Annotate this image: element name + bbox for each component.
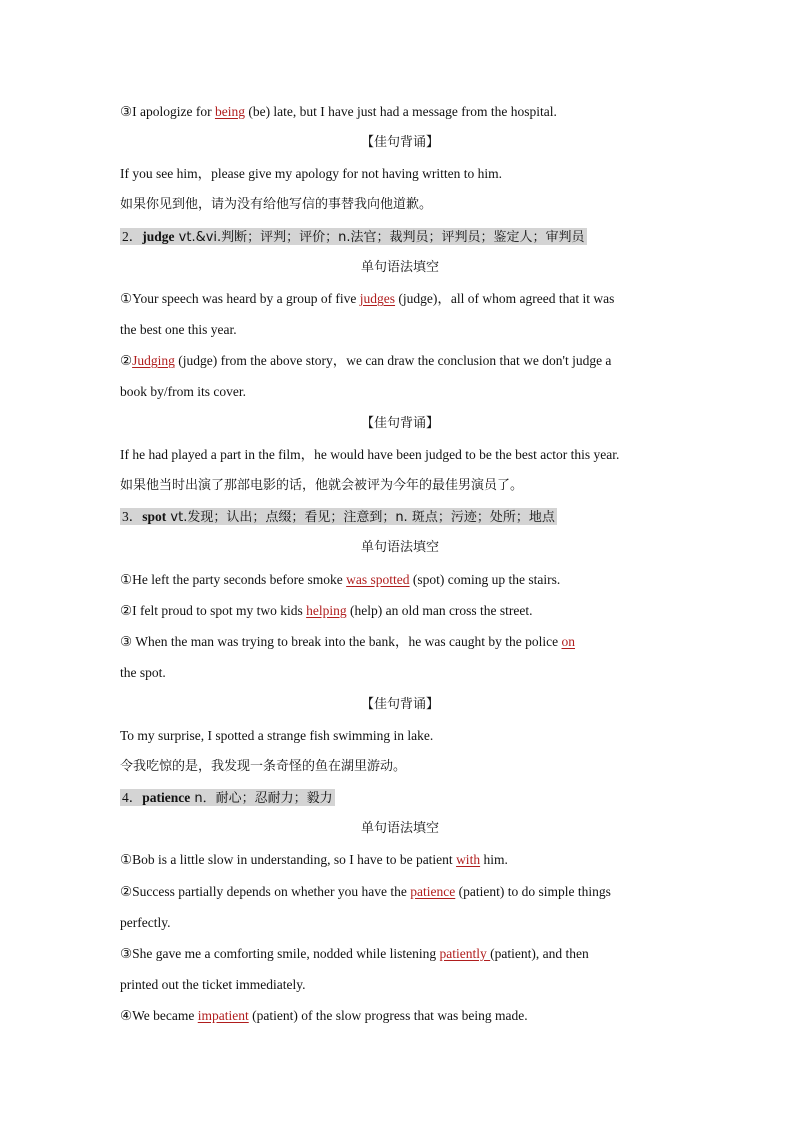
recite-heading: 【佳句背诵】 (360, 697, 439, 712)
question-text: ③I apologize for (120, 104, 215, 119)
answer-blank: on (561, 634, 575, 649)
question-text: (patient) to do simple things (455, 884, 611, 899)
answer-blank: helping (306, 603, 347, 618)
grammar-heading: 单句语法填空 (360, 260, 439, 275)
answer-blank: patience (410, 884, 456, 899)
recite-sentence-cn: 如果他当时出演了那部电影的话，他就会被评为今年的最佳男演员了。 (120, 478, 524, 493)
exercise-patience-q4 (120, 1006, 680, 1026)
question-text: ④We became (120, 1008, 198, 1023)
exercise-patience-q2 (120, 882, 680, 902)
vocab-header-spot (120, 507, 680, 528)
exercise-patience-q3 (120, 944, 680, 964)
exercise-patience-q2-cont: perfectly. (120, 915, 171, 930)
answer-blank: Judging (132, 353, 175, 368)
vocab-header-patience (120, 788, 680, 809)
question-text: ①Your speech was heard by a group of five (120, 291, 360, 306)
question-text: ①Bob is a little slow in understanding, so I have to be patient (120, 852, 457, 867)
grammar-heading: 单句语法填空 (360, 540, 439, 555)
item-number: 3． (122, 509, 143, 524)
question-text: him. (480, 852, 508, 867)
vocab-word: judge (142, 229, 175, 244)
question-text: ②I felt proud to spot my two kids (120, 603, 307, 618)
question-text: ①He left the party seconds before smoke (120, 572, 347, 587)
answer-blank: being (214, 104, 245, 119)
question-text: (be) late, but I have just had a message from the hospital. (244, 104, 557, 119)
exercise-spot-q1 (120, 570, 680, 590)
exercise-judge-q2-cont: book by/from its cover. (120, 384, 246, 399)
exercise-spot-q3 (120, 632, 680, 652)
exercise-patience-q3-cont: printed out the ticket immediately. (120, 977, 306, 992)
recite-heading: 【佳句背诵】 (360, 416, 439, 431)
item-number: 4． (122, 790, 143, 805)
exercise-spot-q3-cont: the spot. (120, 665, 166, 680)
exercise-be-q3 (120, 102, 680, 122)
answer-blank: with (456, 852, 481, 867)
question-text: (help) an old man cross the street. (346, 603, 533, 618)
vocab-word: spot (142, 509, 167, 524)
exercise-judge-q1-cont: the best one this year. (120, 322, 237, 337)
question-text: (patient), and then (490, 946, 589, 961)
question-text: ② (120, 353, 133, 368)
answer-blank: was spotted (346, 572, 410, 587)
recite-sentence-en: To my surprise, I spotted a strange fish swimming in lake. (120, 728, 434, 743)
vocab-definition: n．耐心；忍耐力；毅力 (190, 791, 333, 806)
answer-blank: impatient (197, 1008, 249, 1023)
recite-sentence-en: If he had played a part in the film，he would have been judged to be the best actor this year. (120, 447, 620, 462)
question-text: ③ When the man was trying to break into the bank，he was caught by the police (120, 634, 562, 649)
question-text: (judge) from the above story，we can draw the conclusion that we don't judge a (174, 353, 612, 368)
vocab-definition: vt.&vi.判断；评判；评价；n.法官；裁判员；评判员；鉴定人；审判员 (174, 230, 585, 245)
recite-sentence-cn: 令我吃惊的是，我发现一条奇怪的鱼在湖里游动。 (120, 759, 407, 774)
exercise-judge-q1 (120, 289, 680, 309)
question-text: (judge)，all of whom agreed that it was (395, 291, 615, 306)
answer-blank: patiently (439, 946, 491, 961)
question-text: ③She gave me a comforting smile, nodded while listening (120, 946, 440, 961)
item-number: 2． (122, 229, 143, 244)
answer-blank: judges (359, 291, 396, 306)
exercise-spot-q2 (120, 601, 680, 621)
recite-sentence-en: If you see him，please give my apology for not having written to him. (120, 166, 503, 181)
question-text: ②Success partially depends on whether you have the (120, 884, 411, 899)
grammar-heading: 单句语法填空 (360, 821, 439, 836)
vocab-header-judge (120, 227, 680, 248)
vocab-word: patience (142, 790, 191, 805)
exercise-judge-q2 (120, 351, 680, 371)
recite-sentence-cn: 如果你见到他，请为没有给他写信的事替我向他道歉。 (120, 197, 433, 212)
vocab-definition: vt.发现；认出；点缀；看见；注意到；n. 斑点；污迹；处所；地点 (166, 510, 555, 525)
exercise-patience-q1 (120, 850, 680, 870)
recite-heading: 【佳句背诵】 (360, 135, 439, 150)
question-text: (patient) of the slow progress that was being made. (248, 1008, 528, 1023)
question-text: (spot) coming up the stairs. (409, 572, 561, 587)
